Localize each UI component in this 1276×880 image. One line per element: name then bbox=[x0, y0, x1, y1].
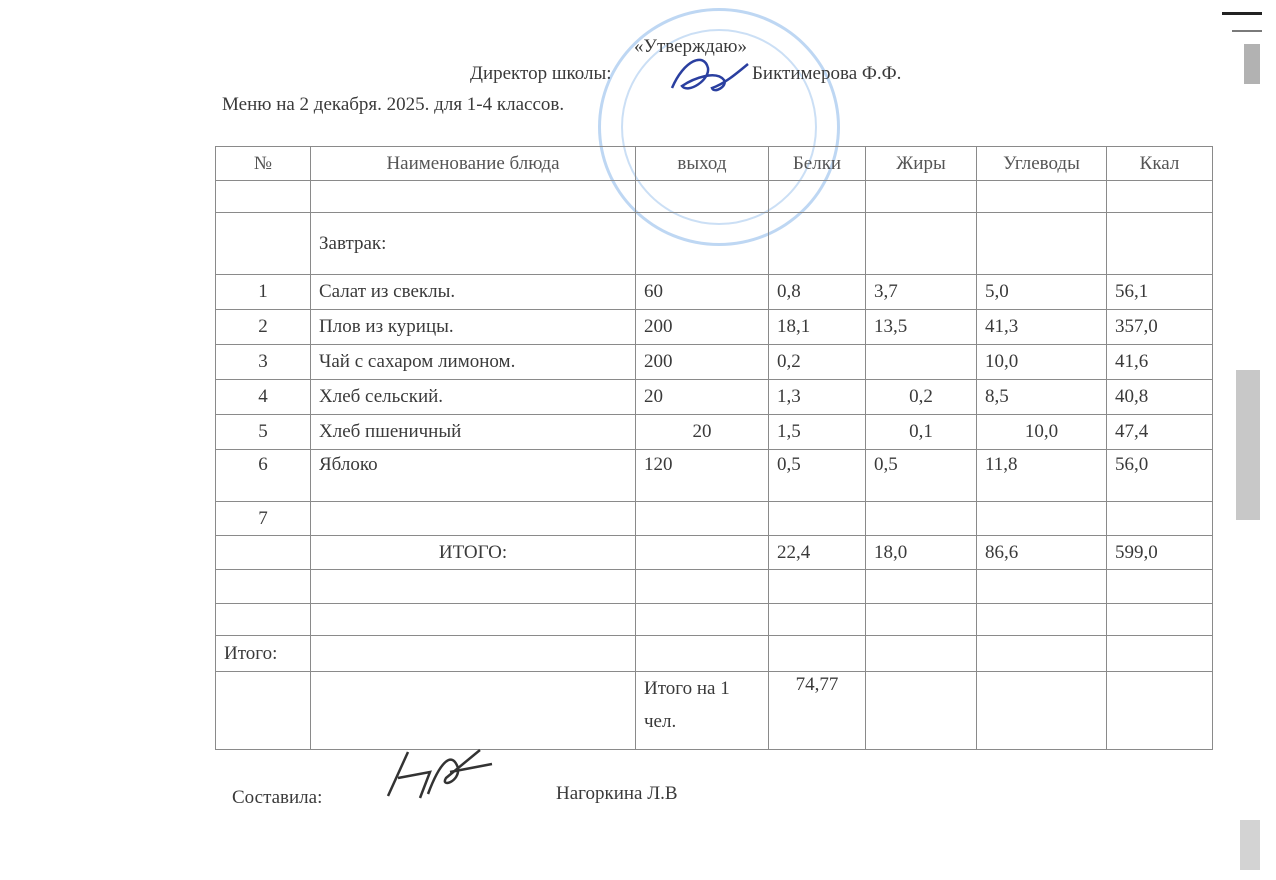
item-protein: 1,3 bbox=[769, 380, 866, 415]
col-header-number: № bbox=[216, 147, 311, 181]
item-name: Хлеб пшеничный bbox=[311, 415, 636, 450]
table-row-empty bbox=[216, 604, 1213, 636]
item-output: 200 bbox=[636, 345, 769, 380]
composer-signature bbox=[380, 742, 500, 804]
col-header-kcal: Ккал bbox=[1107, 147, 1213, 181]
item-protein: 0,2 bbox=[769, 345, 866, 380]
table-row bbox=[216, 415, 1213, 450]
item-protein: 0,8 bbox=[769, 275, 866, 310]
table-header-row bbox=[216, 147, 1213, 181]
scan-artifact bbox=[1236, 370, 1260, 520]
item-number: 6 bbox=[216, 450, 311, 502]
item-name: Плов из курицы. bbox=[311, 310, 636, 345]
item-carbs: 5,0 bbox=[977, 275, 1107, 310]
table-row-section bbox=[216, 213, 1213, 275]
item-output: 20 bbox=[636, 380, 769, 415]
total-protein: 22,4 bbox=[769, 536, 866, 570]
table-row bbox=[216, 380, 1213, 415]
item-carbs: 10,0 bbox=[977, 415, 1107, 450]
col-header-dish: Наименование блюда bbox=[311, 147, 636, 181]
table-row-empty bbox=[216, 181, 1213, 213]
per-person-label: Итого на 1 чел. bbox=[636, 672, 769, 750]
director-name: Биктимерова Ф.Ф. bbox=[752, 63, 902, 84]
total-carbs: 86,6 bbox=[977, 536, 1107, 570]
col-header-protein: Белки bbox=[769, 147, 866, 181]
item-output: 120 bbox=[636, 450, 769, 502]
item-number: 4 bbox=[216, 380, 311, 415]
item-fat: 0,1 bbox=[866, 415, 977, 450]
col-header-output: выход bbox=[636, 147, 769, 181]
item-number: 3 bbox=[216, 345, 311, 380]
item-output: 200 bbox=[636, 310, 769, 345]
col-header-fat: Жиры bbox=[866, 147, 977, 181]
table-row bbox=[216, 502, 1213, 536]
table-row bbox=[216, 450, 1213, 502]
table-itogo-row bbox=[216, 636, 1213, 672]
itogo-label: Итого: bbox=[216, 636, 311, 672]
scan-artifact bbox=[1222, 12, 1262, 15]
item-carbs: 10,0 bbox=[977, 345, 1107, 380]
table-total-row bbox=[216, 536, 1213, 570]
item-name: Чай с сахаром лимоном. bbox=[311, 345, 636, 380]
table-row-empty bbox=[216, 570, 1213, 604]
col-header-carbs: Углеводы bbox=[977, 147, 1107, 181]
item-kcal: 357,0 bbox=[1107, 310, 1213, 345]
per-person-value: 74,77 bbox=[769, 672, 866, 750]
item-name: Хлеб сельский. bbox=[311, 380, 636, 415]
item-fat bbox=[866, 345, 977, 380]
item-kcal: 41,6 bbox=[1107, 345, 1213, 380]
table-row bbox=[216, 310, 1213, 345]
item-carbs: 11,8 bbox=[977, 450, 1107, 502]
total-fat: 18,0 bbox=[866, 536, 977, 570]
composed-by-label: Составила: bbox=[232, 787, 323, 808]
item-number: 2 bbox=[216, 310, 311, 345]
director-label: Директор школы: bbox=[470, 63, 612, 84]
item-output: 20 bbox=[636, 415, 769, 450]
item-carbs: 8,5 bbox=[977, 380, 1107, 415]
scan-artifact bbox=[1244, 44, 1260, 84]
total-kcal: 599,0 bbox=[1107, 536, 1213, 570]
total-label: ИТОГО: bbox=[311, 536, 636, 570]
item-kcal: 56,1 bbox=[1107, 275, 1213, 310]
item-kcal: 56,0 bbox=[1107, 450, 1213, 502]
approval-heading: «Утверждаю» bbox=[634, 36, 747, 57]
item-number: 7 bbox=[216, 502, 311, 536]
item-fat: 0,2 bbox=[866, 380, 977, 415]
section-label: Завтрак: bbox=[311, 213, 636, 275]
item-output: 60 bbox=[636, 275, 769, 310]
table-row bbox=[216, 275, 1213, 310]
composer-name: Нагоркина Л.В bbox=[556, 783, 678, 804]
item-fat: 0,5 bbox=[866, 450, 977, 502]
item-name: Яблоко bbox=[311, 450, 636, 502]
item-fat: 3,7 bbox=[866, 275, 977, 310]
menu-table bbox=[215, 146, 1213, 750]
table-row bbox=[216, 345, 1213, 380]
item-kcal: 47,4 bbox=[1107, 415, 1213, 450]
item-kcal: 40,8 bbox=[1107, 380, 1213, 415]
item-number: 5 bbox=[216, 415, 311, 450]
item-name: Салат из свеклы. bbox=[311, 275, 636, 310]
item-protein: 18,1 bbox=[769, 310, 866, 345]
menu-title: Меню на 2 декабря. 2025. для 1-4 классов. bbox=[222, 94, 565, 115]
item-fat: 13,5 bbox=[866, 310, 977, 345]
item-carbs: 41,3 bbox=[977, 310, 1107, 345]
scan-artifact bbox=[1232, 30, 1262, 32]
item-protein: 1,5 bbox=[769, 415, 866, 450]
item-protein: 0,5 bbox=[769, 450, 866, 502]
table-per-person-row bbox=[216, 672, 1213, 750]
item-number: 1 bbox=[216, 275, 311, 310]
scan-artifact bbox=[1240, 820, 1260, 870]
director-signature bbox=[664, 50, 754, 100]
